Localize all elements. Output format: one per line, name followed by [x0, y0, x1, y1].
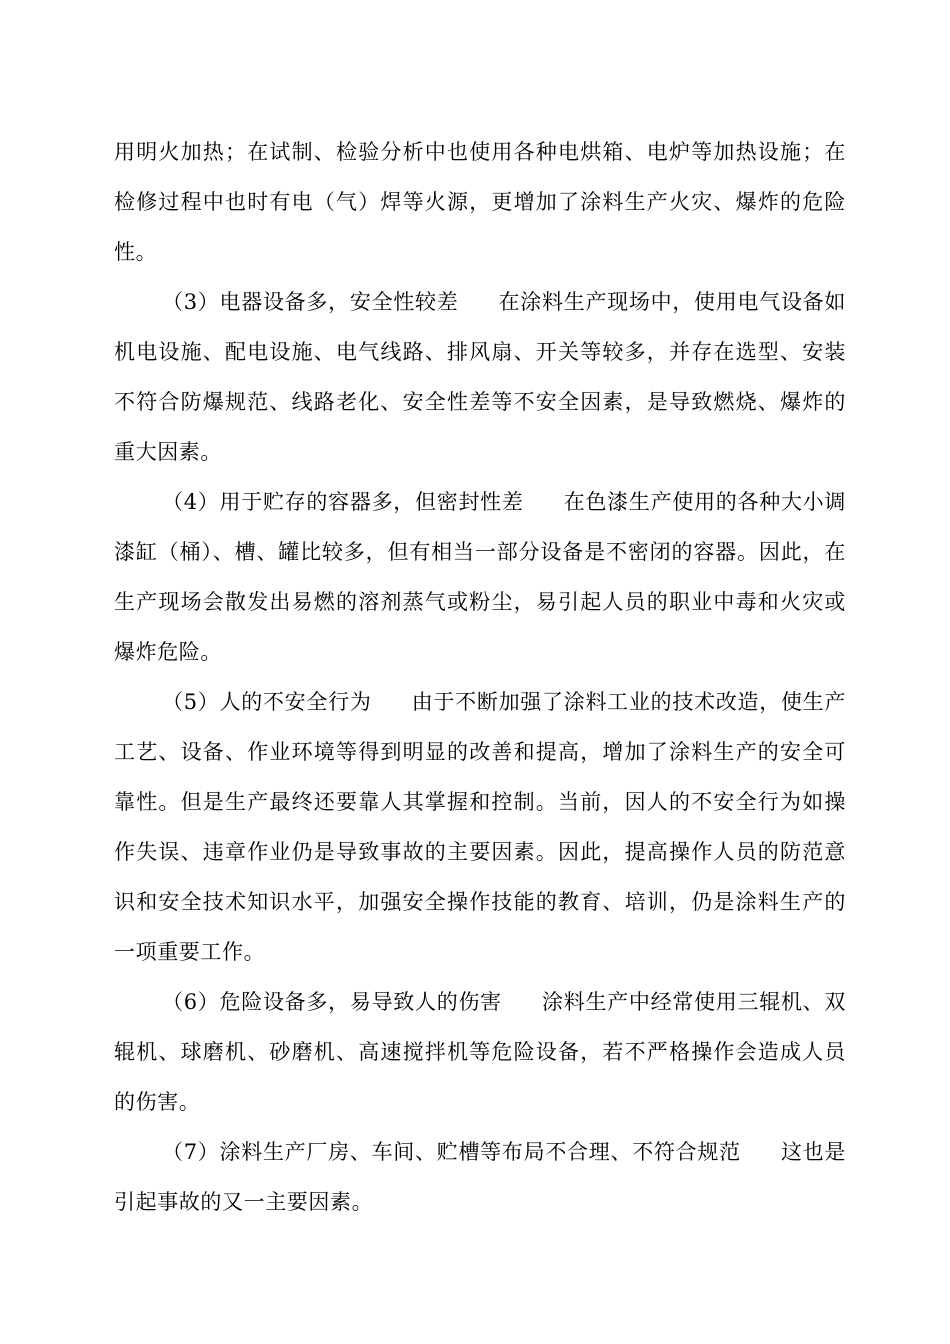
paragraph-heading: （6）危险设备多，易导致人的伤害 [162, 990, 502, 1014]
paragraph-heading: （5）人的不安全行为 [162, 690, 372, 714]
paragraph-heading: （7）涂料生产厂房、车间、贮槽等布局不合理、不符合规范 [162, 1140, 741, 1164]
paragraph-text: 用明火加热；在试制、检验分析中也使用各种电烘箱、电炉等加热设施；在检修过程中也时有电（气）焊等火源，更增加了涂料生产火灾、爆炸的危险性。 [114, 140, 846, 264]
paragraph-text: 这也是引起事故的又一主要因素。 [114, 1140, 846, 1214]
paragraph-heading: （4）用于贮存的容器多，但密封性差 [162, 490, 524, 514]
paragraph-text: 由于不断加强了涂料工业的技术改造，使生产工艺、设备、作业环境等得到明显的改善和提高，增加了涂料生产的安全可靠性。但是生产最终还要靠人其掌握和控制。当前，因人的不安全行为如操作失误、违章作业仍是导致事故的主要因素。因此，提高操作人员的防范意识和安全技术知识水平，加强安全操作技能的教育、培训，仍是涂料生产的一项重要工作。 [114, 690, 846, 964]
paragraph-heading: （3）电器设备多，安全性较差 [162, 290, 459, 314]
paragraph-storage-containers [114, 477, 846, 677]
paragraph-electrical-equipment [114, 277, 846, 477]
document-page [114, 127, 846, 1227]
paragraph-continuation [114, 127, 846, 277]
paragraph-unsafe-behavior [114, 677, 846, 977]
paragraph-text: 涂料生产中经常使用三辊机、双辊机、球磨机、砂磨机、高速搅拌机等危险设备，若不严格操作会造成人员的伤害。 [114, 990, 846, 1114]
paragraph-layout [114, 1127, 846, 1227]
paragraph-text: 在色漆生产使用的各种大小调漆缸（桶）、槽、罐比较多，但有相当一部分设备是不密闭的容器。因此，在生产现场会散发出易燃的溶剂蒸气或粉尘，易引起人员的职业中毒和火灾或爆炸危险。 [114, 490, 846, 664]
paragraph-text: 在涂料生产现场中，使用电气设备如机电设施、配电设施、电气线路、排风扇、开关等较多，并存在选型、安装不符合防爆规范、线路老化、安全性差等不安全因素，是导致燃烧、爆炸的重大因素。 [114, 290, 846, 464]
paragraph-dangerous-equipment [114, 977, 846, 1127]
